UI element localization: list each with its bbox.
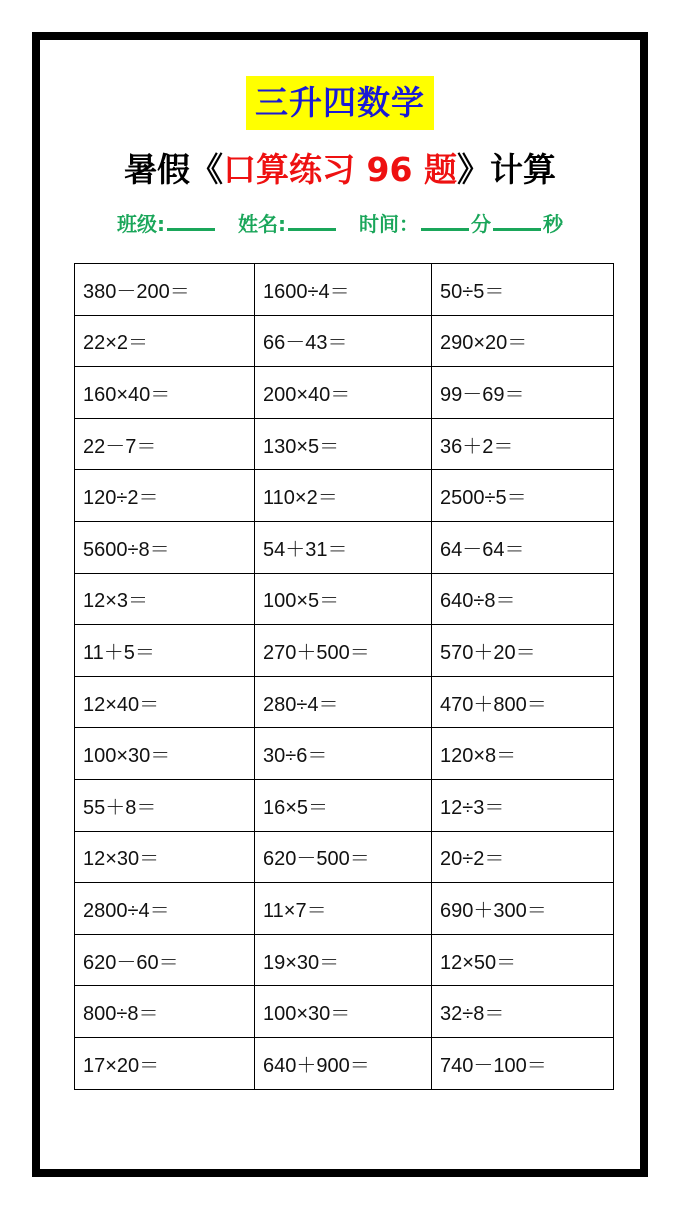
problem-cell: 380－200＝ (75, 264, 255, 316)
problem-cell: 640＋900＝ (255, 1037, 432, 1089)
table-row (75, 521, 614, 573)
problem-cell: 16×5＝ (255, 779, 432, 831)
name-label: 姓名: (238, 212, 286, 236)
time-label: 时间： (358, 212, 419, 236)
table-row (75, 573, 614, 625)
problem-cell: 12×40＝ (75, 676, 255, 728)
problem-cell: 620－60＝ (75, 934, 255, 986)
problem-cell: 100×30＝ (75, 728, 255, 780)
problem-cell: 570＋20＝ (432, 625, 614, 677)
subtitle-highlight: 口算练习 96 题 (223, 150, 457, 189)
page-title: 三升四数学 (246, 76, 434, 130)
class-blank[interactable] (167, 208, 215, 231)
minutes-blank[interactable] (421, 208, 469, 231)
problem-cell: 130×5＝ (255, 418, 432, 470)
problem-cell: 64－64＝ (432, 521, 614, 573)
name-blank[interactable] (288, 208, 336, 231)
problem-cell: 19×30＝ (255, 934, 432, 986)
table-row (75, 831, 614, 883)
problem-cell: 20÷2＝ (432, 831, 614, 883)
table-row (75, 625, 614, 677)
problem-cell: 2800÷4＝ (75, 883, 255, 935)
table-row (75, 883, 614, 935)
problem-cell: 690＋300＝ (432, 883, 614, 935)
subtitle-prefix: 暑假《 (124, 150, 224, 189)
problem-cell: 54＋31＝ (255, 521, 432, 573)
problem-cell: 100×30＝ (255, 986, 432, 1038)
problem-cell: 740－100＝ (432, 1037, 614, 1089)
problem-cell: 5600÷8＝ (75, 521, 255, 573)
problem-table (74, 263, 614, 1090)
subtitle-suffix: 》计算 (456, 150, 556, 189)
problem-cell: 32÷8＝ (432, 986, 614, 1038)
problem-cell: 22×2＝ (75, 315, 255, 367)
class-label: 班级: (117, 212, 166, 236)
problem-cell: 66－43＝ (255, 315, 432, 367)
table-row (75, 676, 614, 728)
table-row (75, 1037, 614, 1089)
problem-cell: 11＋5＝ (75, 625, 255, 677)
problem-cell: 280÷4＝ (255, 676, 432, 728)
problem-cell: 1600÷4＝ (255, 264, 432, 316)
problem-cell: 100×5＝ (255, 573, 432, 625)
problem-cell: 470＋800＝ (432, 676, 614, 728)
problem-cell: 17×20＝ (75, 1037, 255, 1089)
seconds-label: 秒 (542, 212, 563, 236)
table-row (75, 779, 614, 831)
problem-cell: 30÷6＝ (255, 728, 432, 780)
problem-cell: 11×7＝ (255, 883, 432, 935)
table-row (75, 470, 614, 522)
problem-cell: 200×40＝ (255, 367, 432, 419)
seconds-blank[interactable] (493, 208, 541, 231)
problem-cell: 2500÷5＝ (432, 470, 614, 522)
problem-cell: 270＋500＝ (255, 625, 432, 677)
problem-cell: 99－69＝ (432, 367, 614, 419)
table-row (75, 418, 614, 470)
minutes-label: 分 (470, 212, 491, 236)
problem-cell: 12×3＝ (75, 573, 255, 625)
problem-cell: 22－7＝ (75, 418, 255, 470)
problem-cell: 36＋2＝ (432, 418, 614, 470)
problem-cell: 55＋8＝ (75, 779, 255, 831)
table-row (75, 728, 614, 780)
subtitle (0, 146, 680, 194)
problem-cell: 120×8＝ (432, 728, 614, 780)
table-row (75, 367, 614, 419)
problem-cell: 12×50＝ (432, 934, 614, 986)
problem-cell: 160×40＝ (75, 367, 255, 419)
problem-cell: 12×30＝ (75, 831, 255, 883)
problem-cell: 800÷8＝ (75, 986, 255, 1038)
problem-cell: 290×20＝ (432, 315, 614, 367)
table-row (75, 986, 614, 1038)
problem-cell: 12÷3＝ (432, 779, 614, 831)
problem-cell: 620－500＝ (255, 831, 432, 883)
problem-cell: 120÷2＝ (75, 470, 255, 522)
table-row (75, 934, 614, 986)
problem-cell: 50÷5＝ (432, 264, 614, 316)
problem-cell: 110×2＝ (255, 470, 432, 522)
table-row (75, 315, 614, 367)
info-line (0, 208, 680, 238)
problem-cell: 640÷8＝ (432, 573, 614, 625)
table-row (75, 264, 614, 316)
